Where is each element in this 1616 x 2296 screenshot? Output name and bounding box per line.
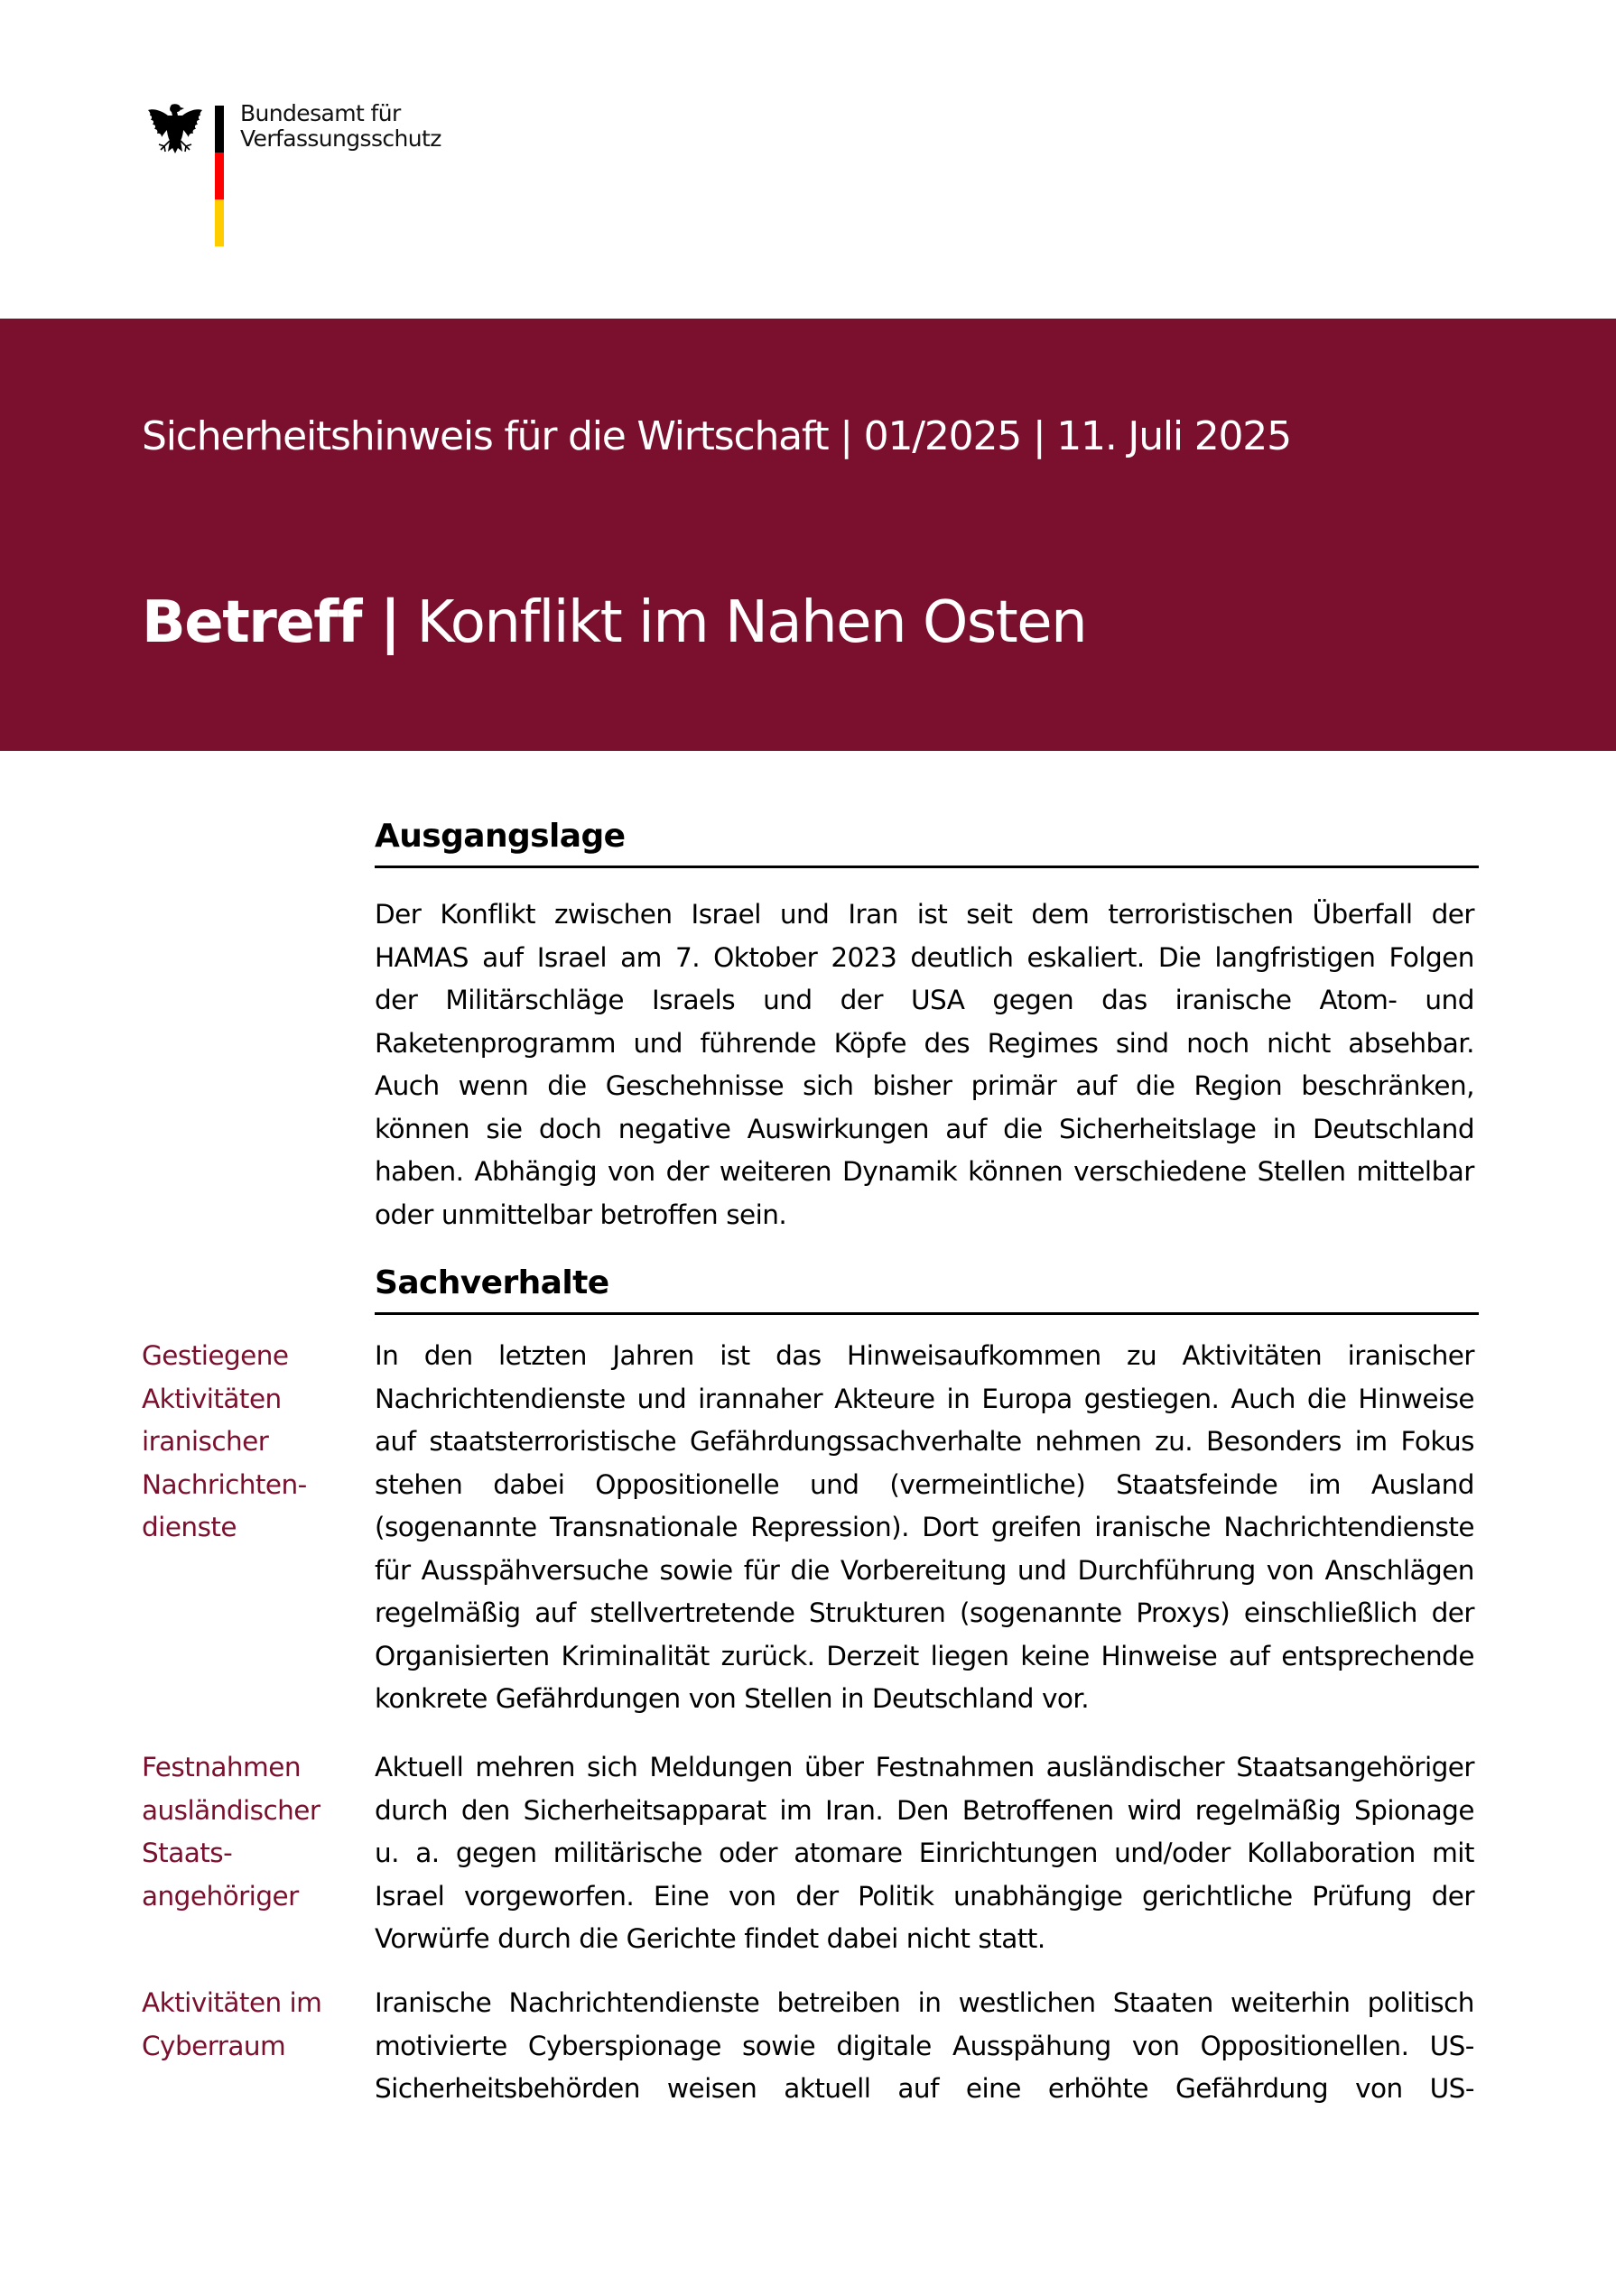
word: im [1354, 1426, 1388, 1457]
word: dabei [493, 1468, 565, 1500]
text-line [375, 1023, 1474, 1066]
word: von [1266, 1554, 1314, 1586]
word: Festnahmen [875, 1752, 1035, 1782]
federal-eagle-icon [146, 103, 204, 159]
word: (sogenannte [960, 1597, 1122, 1628]
word: auf [1075, 1070, 1117, 1101]
text-line [375, 1108, 1474, 1152]
word: Israel [536, 941, 608, 973]
word: Regimes [987, 1027, 1099, 1059]
word: Transnationale [549, 1512, 738, 1542]
word: (vermeintliche) [889, 1468, 1086, 1500]
word: absehbar. [1348, 1027, 1474, 1059]
word: 2023 [831, 941, 897, 973]
word: Aktuell [375, 1752, 464, 1782]
word: regelmäßig [375, 1597, 521, 1628]
word: die [1135, 1070, 1175, 1101]
word: motivierte [375, 2030, 507, 2061]
word: sie [486, 1113, 523, 1144]
word: politisch [1367, 1987, 1474, 2018]
side-label-line: dienste [142, 1512, 237, 1542]
word: mit [1432, 1838, 1474, 1868]
text-line [375, 1421, 1474, 1464]
word: Auch [1231, 1383, 1296, 1414]
word: seit [966, 899, 1013, 930]
word: Proxys) [1136, 1597, 1231, 1628]
word: eskaliert. [1026, 941, 1145, 973]
word: gegen [992, 985, 1074, 1015]
word: iranische [1175, 985, 1292, 1015]
document-title [142, 589, 1086, 656]
side-label-line: Nachrichten- [142, 1468, 307, 1500]
word: dem [1031, 899, 1090, 930]
word: Nachrichtendienste [1223, 1512, 1474, 1542]
header-banner [0, 319, 1616, 751]
text-line [375, 1635, 1474, 1679]
flag-red-stripe [215, 153, 224, 199]
text-line [375, 1592, 1474, 1635]
word: Ausland [1370, 1468, 1474, 1500]
word: die [547, 1070, 587, 1101]
word: Nachrichtendienste [375, 1383, 626, 1414]
word: USA [910, 985, 965, 1015]
word: Iranische [375, 1987, 492, 2018]
word: durch [375, 1794, 449, 1826]
text-line [375, 1194, 1474, 1237]
text-line [375, 1875, 1474, 1919]
word: Geschehnisse [605, 1070, 785, 1101]
word: Akteure [834, 1383, 935, 1414]
text-line [375, 1506, 1474, 1550]
word: gestiegen. [1083, 1383, 1220, 1414]
word: auf [897, 2073, 939, 2104]
text-line [375, 1065, 1474, 1108]
word: Eine [653, 1880, 710, 1912]
word: gerichtliche [1142, 1880, 1293, 1912]
text-line [375, 893, 1474, 937]
word: nicht [906, 1923, 971, 1954]
text-line [375, 979, 1474, 1023]
word: Staatsangehöriger [1236, 1752, 1474, 1782]
word: primär [971, 1070, 1057, 1101]
word: die [1003, 1113, 1043, 1144]
word: Israel [691, 899, 761, 930]
word: sich [803, 1070, 854, 1101]
word: konkrete [375, 1683, 488, 1714]
word: Dynamik [842, 1156, 958, 1187]
word: oder [719, 1838, 777, 1868]
side-label-line: Aktivitäten [142, 1383, 282, 1414]
document-subtitle: Sicherheitshinweis für die Wirtschaft | 01/2025 | 11. Juli 2025 [142, 413, 1291, 459]
word: Gerichte [626, 1923, 737, 1954]
word: 7. [674, 941, 701, 973]
word: Jahren [612, 1340, 694, 1371]
word: Atom- [1319, 985, 1398, 1015]
word: statt. [978, 1923, 1045, 1954]
word: von [1355, 2073, 1403, 2104]
word: vorgeworfen. [463, 1880, 635, 1912]
word: bisher [872, 1070, 952, 1101]
word: Folgen [1388, 941, 1474, 973]
word: noch [1186, 1027, 1249, 1059]
word: betreiben [776, 1987, 901, 2018]
word: auf [534, 1597, 576, 1628]
word: negative [618, 1113, 731, 1144]
word: in [917, 1987, 942, 2018]
word: Oktober [713, 941, 818, 973]
word: den [423, 1340, 473, 1371]
flag-gold-stripe [215, 199, 224, 246]
text-line [375, 1832, 1474, 1875]
word: Den [896, 1794, 949, 1826]
section-heading-ausgangslage: Ausgangslage [375, 817, 1479, 868]
word: und [809, 1468, 859, 1500]
word: sowie [741, 2030, 816, 2061]
word: Hinweisaufkommen [846, 1340, 1101, 1371]
german-flag-bar [215, 106, 224, 246]
word: keine [1020, 1640, 1090, 1671]
word: Prüfung [1312, 1880, 1412, 1912]
word: Militärschläge [445, 985, 624, 1015]
word: weiterhin [1230, 1987, 1351, 2018]
word: Abhängig [474, 1156, 598, 1187]
paragraph-festnahmen [375, 1746, 1474, 1961]
word: Der [375, 899, 422, 930]
section-heading-sachverhalte: Sachverhalte [375, 1264, 1479, 1315]
word: Besonders [1205, 1426, 1342, 1457]
word: Ausspähversuche [421, 1554, 649, 1586]
word: Meldungen [649, 1752, 793, 1782]
word: vor. [1041, 1683, 1090, 1714]
word: das [1101, 985, 1147, 1015]
word: Nachrichtendienste [508, 1987, 760, 2018]
word: Strukturen [809, 1597, 946, 1628]
word: das [775, 1340, 822, 1371]
word: Israels [651, 985, 736, 1015]
word: US- [1429, 2073, 1474, 2104]
word: Stellen [1257, 1156, 1346, 1187]
side-label-festnahmen [142, 1746, 349, 1918]
text-line [375, 937, 1474, 980]
word: der [375, 985, 418, 1015]
word: staatsterroristische [429, 1426, 677, 1457]
word: betroffen [599, 1199, 719, 1230]
word: iranischer [1347, 1340, 1474, 1371]
word: ist [720, 1340, 750, 1371]
text-line [375, 2025, 1474, 2069]
word: Oppositionelle [595, 1468, 780, 1500]
word: stellvertretende [590, 1597, 795, 1628]
word: mehren [475, 1752, 575, 1782]
word: können [968, 1156, 1063, 1187]
word: Region [1193, 1070, 1283, 1101]
word: Gefährdungen [495, 1683, 681, 1714]
word: oder [375, 1199, 433, 1230]
word: Die [1157, 941, 1202, 973]
paragraph-cyberraum [375, 1982, 1474, 2111]
word: den [460, 1794, 510, 1826]
word: können [375, 1113, 470, 1144]
word: zu. [1155, 1426, 1193, 1457]
word: Aktivitäten [1182, 1340, 1323, 1371]
word: Ausspähung [952, 2030, 1111, 2061]
word: zwischen [554, 899, 673, 930]
word: Fokus [1400, 1426, 1474, 1457]
word: und [633, 1027, 683, 1059]
word: liegen [930, 1640, 1009, 1671]
agency-name-line-2: Verfassungsschutz [240, 125, 441, 152]
side-label-line: Gestiegene [142, 1340, 289, 1371]
word: doch [538, 1113, 602, 1144]
word: der [1431, 1597, 1474, 1628]
word: Politik [858, 1880, 934, 1912]
word: von [729, 1880, 776, 1912]
word: Organisierten [375, 1640, 550, 1671]
word: sein. [726, 1199, 787, 1230]
word: Deutschland [871, 1683, 1034, 1714]
word: die [790, 1554, 830, 1586]
word: Vorbereitung [840, 1554, 1007, 1586]
word: Gefährdungssachverhalte [690, 1426, 1022, 1457]
word: a. [415, 1838, 440, 1868]
word: Köpfe [833, 1027, 906, 1059]
text-line [375, 1918, 1474, 1961]
word: Sicherheitsapparat [523, 1794, 766, 1826]
word: In [375, 1340, 399, 1371]
word: von [688, 1683, 737, 1714]
word: terroristischen [1108, 899, 1294, 930]
word: ist [916, 899, 948, 930]
word: haben. [375, 1156, 464, 1187]
word: Konflikt [440, 899, 535, 930]
word: durch [497, 1923, 571, 1954]
word: gegen [455, 1838, 537, 1868]
word: sich [587, 1752, 638, 1782]
word: weisen [666, 2073, 757, 2104]
word: letzten [497, 1340, 587, 1371]
word: einschließlich [1243, 1597, 1417, 1628]
word: mittelbar [1356, 1156, 1474, 1187]
word: wird [1127, 1794, 1182, 1826]
word: auf [482, 941, 524, 973]
word: irannaher [698, 1383, 823, 1414]
text-line [375, 1790, 1474, 1833]
word: Anschlägen [1324, 1554, 1474, 1586]
word: der [1431, 899, 1474, 930]
word: der [795, 1880, 839, 1912]
word: für [375, 1554, 411, 1586]
title-label: Betreff | [142, 589, 400, 656]
word: sind [1115, 1027, 1169, 1059]
word: zu [1127, 1340, 1157, 1371]
word: auf [375, 1426, 416, 1457]
word: in [1272, 1113, 1296, 1144]
word: für [743, 1554, 780, 1586]
word: Kriminalität [561, 1640, 710, 1671]
word: Cyberspionage [527, 2030, 721, 2061]
word: Vorwürfe [375, 1923, 490, 1954]
side-label-line: Staats- [142, 1838, 233, 1868]
word: von [608, 1156, 655, 1187]
word: auf [1228, 1640, 1270, 1671]
word: findet [744, 1923, 819, 1954]
word: Raketenprogramm [375, 1027, 616, 1059]
text-line [375, 1464, 1474, 1507]
word: Israel [375, 1880, 445, 1912]
word: verschiedene [1073, 1156, 1247, 1187]
word: beschränken, [1301, 1070, 1474, 1101]
word: Sicherheitsbehörden [375, 2073, 640, 2104]
side-label-nachrichtendienste [142, 1335, 349, 1550]
title-subject: Konflikt im Nahen Osten [416, 589, 1087, 656]
word: über [804, 1752, 864, 1782]
word: im [1308, 1468, 1341, 1500]
agency-logo [144, 101, 560, 255]
flag-black-stripe [215, 106, 224, 153]
side-label-cyberraum [142, 1982, 349, 2068]
word: Iran [848, 899, 898, 930]
word: digitale [836, 2030, 932, 2061]
word: erhöhte [1047, 2073, 1148, 2104]
word: weiteren [719, 1156, 832, 1187]
word: Deutschland [1312, 1113, 1474, 1144]
word: dabei [826, 1923, 898, 1954]
word: deutlich [910, 941, 1014, 973]
word: entsprechende [1281, 1640, 1474, 1671]
word: und [636, 1383, 687, 1414]
word: Kollaboration [1247, 1838, 1416, 1868]
word: nicht [1267, 1027, 1331, 1059]
word: eine [965, 2073, 1021, 2104]
word: Auswirkungen [747, 1113, 929, 1144]
word: u. [375, 1838, 399, 1868]
word: (sogenannte [375, 1512, 537, 1542]
word: Repression). [750, 1512, 909, 1542]
paragraph-ausgangslage [375, 893, 1474, 1236]
word: Derzeit [826, 1640, 919, 1671]
word: westlichen [958, 1987, 1096, 2018]
word: die [579, 1923, 618, 1954]
word: der [1431, 1880, 1474, 1912]
text-line [375, 1550, 1474, 1593]
text-line [375, 1678, 1474, 1721]
word: Staaten [1112, 1987, 1213, 2018]
word: von [1131, 2030, 1180, 2061]
word: in [946, 1383, 971, 1414]
agency-name [240, 101, 441, 152]
word: am [620, 941, 662, 973]
agency-name-line-1: Bundesamt für [240, 100, 401, 126]
word: Auch [375, 1070, 440, 1101]
word: Oppositionellen. [1200, 2030, 1409, 2061]
text-line [375, 1378, 1474, 1421]
word: wenn [458, 1070, 529, 1101]
word: Spionage [1354, 1794, 1474, 1826]
word: iranische [1094, 1512, 1211, 1542]
word: und [779, 899, 830, 930]
paragraph-nachrichtendienste [375, 1335, 1474, 1721]
word: Sicherheitslage [1058, 1113, 1257, 1144]
word: stehen [375, 1468, 463, 1500]
word: die [1306, 1383, 1347, 1414]
word: unabhängige [952, 1880, 1123, 1912]
side-label-line: iranischer [142, 1426, 269, 1457]
word: HAMAS [375, 941, 469, 973]
word: sowie [659, 1554, 733, 1586]
word: unmittelbar [441, 1199, 592, 1230]
word: militärische [553, 1838, 702, 1868]
word: regelmäßig [1194, 1794, 1342, 1826]
side-label-line: angehöriger [142, 1880, 299, 1912]
word: langfristigen [1214, 941, 1376, 973]
word: im [779, 1794, 813, 1826]
word: atomare [794, 1838, 903, 1868]
word: der [665, 1156, 709, 1187]
side-label-line: Cyberraum [142, 2030, 286, 2061]
word: US- [1429, 2030, 1474, 2061]
word: greifen [990, 1512, 1082, 1542]
word: Staatsfeinde [1116, 1468, 1278, 1500]
word: Gefährdung [1175, 2073, 1329, 2104]
text-line [375, 2068, 1474, 2111]
word: und [1425, 985, 1474, 1015]
word: Hinweise [1358, 1383, 1474, 1414]
word: Iran. [825, 1794, 884, 1826]
word: zurück. [720, 1640, 815, 1671]
word: in [841, 1683, 864, 1714]
word: nehmen [1035, 1426, 1142, 1457]
word: aktuell [784, 2073, 871, 2104]
word: und [1017, 1554, 1067, 1586]
word: des [924, 1027, 971, 1059]
side-label-line: Aktivitäten im [142, 1987, 322, 2018]
word: Stellen [744, 1683, 833, 1714]
word: und/oder [1114, 1838, 1231, 1868]
text-line [375, 1335, 1474, 1378]
word: ausländischer [1045, 1752, 1225, 1782]
word: Einrichtungen [918, 1838, 1098, 1868]
word: Durchführung [1077, 1554, 1256, 1586]
word: Betroffenen [961, 1794, 1114, 1826]
word: Dort [922, 1512, 979, 1542]
text-line [375, 1746, 1474, 1790]
side-label-line: ausländischer [142, 1794, 320, 1826]
text-line [375, 1151, 1474, 1194]
word: führende [700, 1027, 817, 1059]
word: Europa [981, 1383, 1073, 1414]
word: auf [945, 1113, 987, 1144]
word: und [763, 985, 813, 1015]
side-label-line: Festnahmen [142, 1752, 301, 1782]
word: Überfall [1312, 899, 1413, 930]
word: der [840, 985, 883, 1015]
text-line [375, 1982, 1474, 2025]
word: Hinweise [1101, 1640, 1218, 1671]
